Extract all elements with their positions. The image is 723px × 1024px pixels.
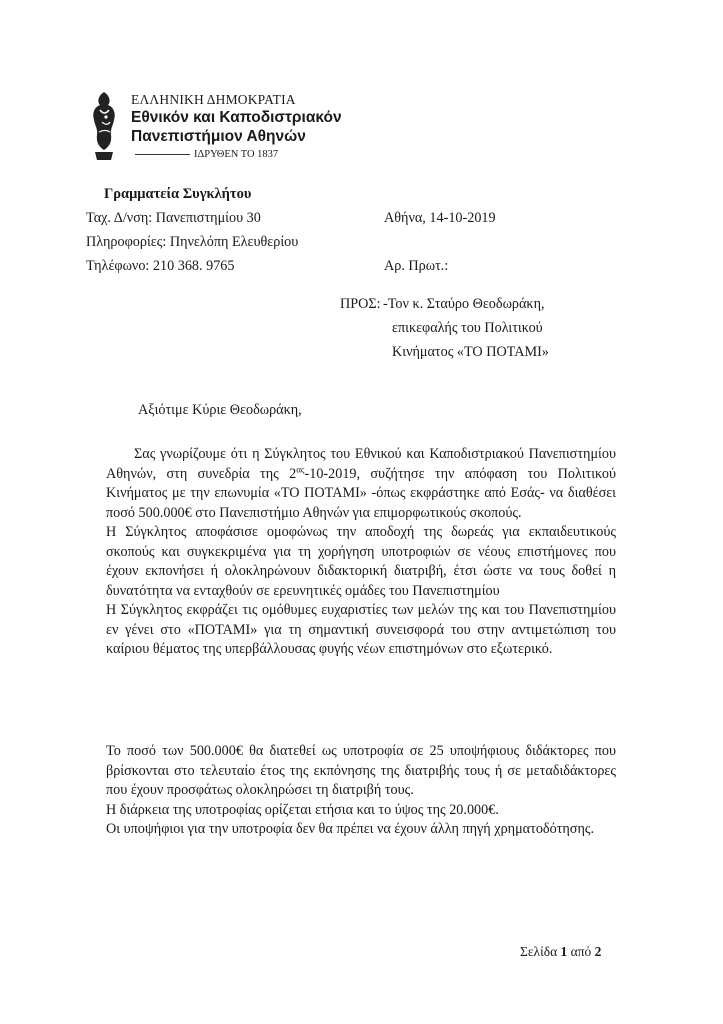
department-name: Γραμματεία Συγκλήτου (104, 186, 252, 202)
paragraph-4: Το ποσό των 500.000€ θα διατεθεί ως υποτροφία σε 25 υποψήφιους διδάκτορες που βρίσκονται στο τελευταίο έτος της εκπόνησης της διατριβής τους ή σε μεταδιδάκτορες που έχουν προσφάτως ολοκληρώσει τη διατριβή τους. (106, 743, 616, 798)
page-word: Σελίδα (520, 944, 558, 959)
founded-rule-left (135, 154, 190, 155)
salutation: Αξιότιμε Κύριε Θεοδωράκη, (138, 402, 302, 418)
athena-head-icon (88, 90, 120, 162)
recipient-line3: Κινήματος «ΤΟ ΠΟΤΑΜΙ» (392, 344, 549, 360)
recipient-line2: επικεφαλής του Πολιτικού (392, 320, 543, 336)
paragraph-6: Οι υποψήφιοι για την υποτροφία δεν θα πρέπει να έχουν άλλη πηγή χρηματοδότησης. (106, 821, 595, 837)
letter-body-scholarship (106, 742, 616, 840)
paragraph-1-part2: -10-2019, συζήτησε την απόφαση του Πολιτικού Κινήματος με την επωνυμία «ΤΟ ΠΟΤΑΜΙ» -όπως εκφράστηκε από Εσάς- να διαθέσει ποσό 500.000€ στο Πανεπιστήμιο Αθηνών για επιμορφωτικούς σκοπούς. (106, 465, 616, 521)
recipient-line1: -Τον κ. Σταύρο Θεοδωράκη, (383, 296, 545, 312)
page-current: 1 (560, 944, 568, 959)
letter-body-main (106, 445, 616, 660)
sender-address: Ταχ. Δ/νση: Πανεπιστημίου 30 (86, 210, 261, 226)
paragraph-2: Η Σύγκλητος αποφάσισε ομοφώνως την αποδοχή της δωρεάς για εκπαιδευτικούς σκοπούς και συγκεκριμένα για τη χορήγηση υποτροφιών σε νέους επιστήμονες που έχουν εκπονήσει ή ολοκληρώνουν διδακτορική διατριβή, έτσι ώστε να τους δοθεί η δυνατότητα να ενταχθούν σε ερευνητικές ομάδες του Πανεπιστημίου (106, 524, 616, 599)
paragraph-1-superscript: ας (296, 463, 305, 474)
protocol-number: Αρ. Πρωτ.: (384, 258, 449, 274)
founded-text: ΙΔΡΥΘΕΝ ΤΟ 1837 (194, 149, 279, 160)
founded-line (131, 149, 278, 160)
page-number (520, 944, 601, 960)
place-date: Αθήνα, 14-10-2019 (384, 210, 496, 226)
paragraph-1-part1: Σας γνωρίζουμε ότι η Σύγκλητος του Εθνικού και Καποδιστριακού Πανεπιστημίου Αθηνών, στη συνεδρία της 2 (106, 446, 616, 482)
page-of-word: από (570, 944, 592, 959)
university-name-line2: Πανεπιστήμιον Αθηνών (131, 128, 306, 145)
paragraph-5: Η διάρκεια της υποτροφίας ορίζεται ετήσια και το ύψος της 20.000€. (106, 801, 499, 818)
sender-phone: Τηλέφωνο: 210 368. 9765 (86, 258, 235, 274)
paragraph-3: Η Σύγκλητος εκφράζει τις ομόθυμες ευχαριστίες των μελών της και του Πανεπιστημίου εν γένει στο «ΠΟΤΑΜΙ» για τη σημαντική συνεισφορά του στην αντιμετώπιση του καίριου θέματος της υπερβάλλουσας φυγής νέων επιστημόνων στο εξωτερικό. (106, 602, 616, 657)
recipient-label: ΠΡΟΣ: (340, 296, 381, 312)
republic-heading: ΕΛΛΗΝΙΚΗ ΔΗΜΟΚΡΑΤΙΑ (131, 92, 296, 107)
page-total: 2 (594, 944, 602, 959)
university-name-line1: Εθνικόν και Καποδιστριακόν (131, 109, 342, 126)
paragraph-1 (106, 445, 616, 523)
sender-info: Πληροφορίες: Πηνελόπη Ελευθερίου (86, 234, 299, 250)
